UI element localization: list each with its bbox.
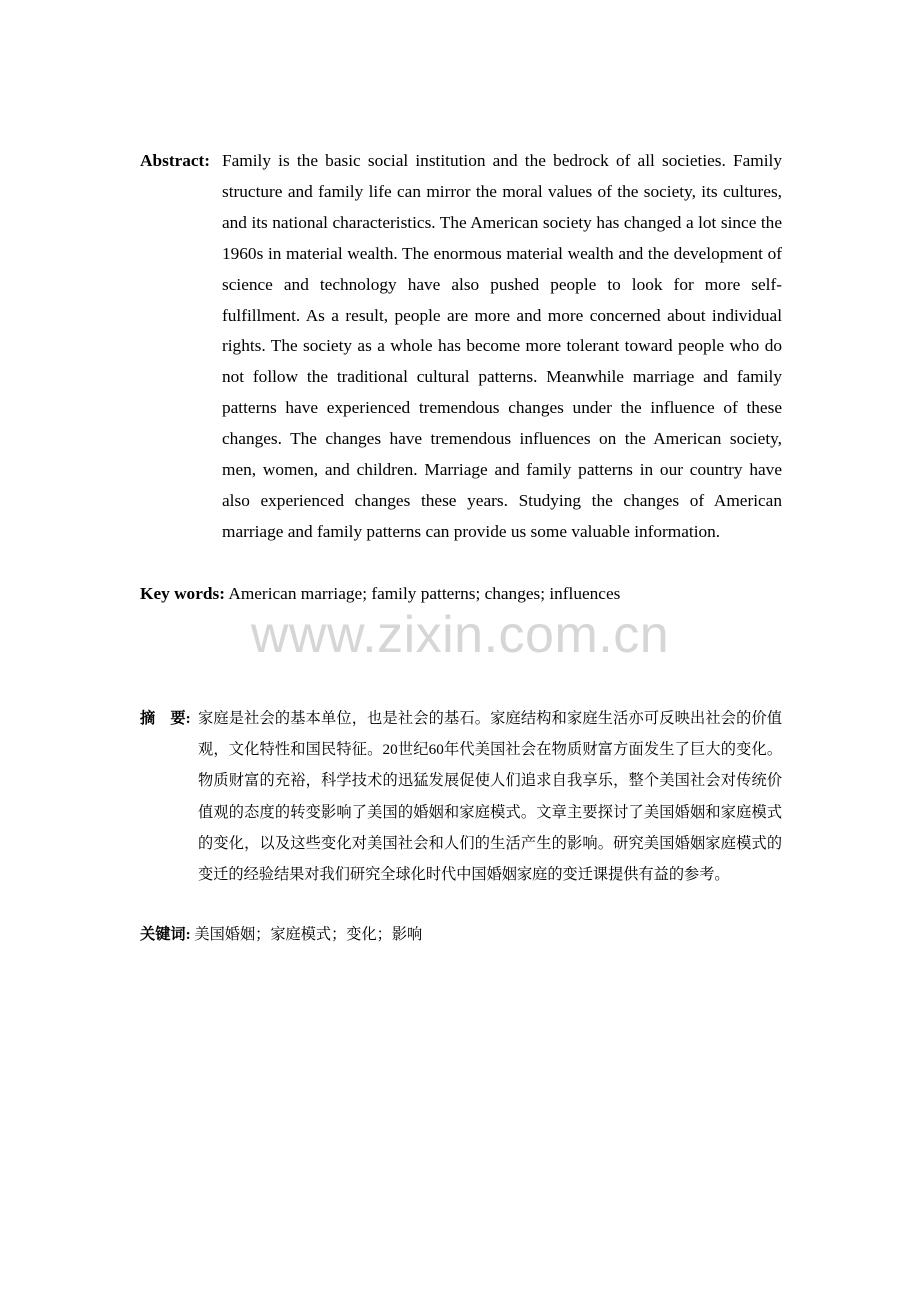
english-abstract [140, 146, 782, 548]
abstract-zh-text: 家庭是社会的基本单位，也是社会的基石。家庭结构和家庭生活亦可反映出社会的价值观，文化特性和国民特征。20世纪60年代美国社会在物质财富方面发生了巨大的变化。物质财富的充裕，科学技术的迅猛发展促使人们追求自我享乐，整个美国社会对传统价值观的态度的转变影响了美国的婚姻和家庭模式。文章主要探讨了美国婚姻和家庭模式的变化，以及这些变化对美国社会和人们的生活产生的影响。研究美国婚姻家庭模式的变迁的经验结果对我们研究全球化时代中国婚姻家庭的变迁课提供有益的参考。 [198, 710, 782, 884]
keywords-text: American marriage; family patterns; changes; influences [228, 584, 621, 603]
abstract-label: Abstract: [140, 151, 211, 170]
abstract-text: Family is the basic social institution and the bedrock of all societies. Family structure and family life can mirror the moral values of the society, its cultures, and its national characteristics. The American society has changed a lot since the 1960s in material wealth. The enormous material wealth and the development of science and technology have also pushed people to look for more self-fulfillment. As a result, people are more and more concerned about individual rights. The society as a whole has become more tolerant toward people who do not follow the traditional cultural patterns. Meanwhile marriage and family patterns have experienced tremendous changes under the influence of these changes. The changes have tremendous influences on the American society, men, women, and children. Marriage and family patterns in our country have also experienced changes these years. Studying the changes of American marriage and family patterns can provide us some valuable information. [222, 151, 782, 541]
chinese-abstract [140, 703, 782, 890]
abstract-zh-label: 摘 要: [140, 710, 191, 727]
keywords-label: Key words: [140, 584, 225, 603]
keywords-zh-text: 美国婚姻；家庭模式；变化；影响 [194, 926, 423, 943]
chinese-keywords [140, 921, 422, 949]
keywords-zh-label: 关键词: [140, 926, 191, 943]
watermark: www.zixin.com.cn [250, 606, 670, 664]
